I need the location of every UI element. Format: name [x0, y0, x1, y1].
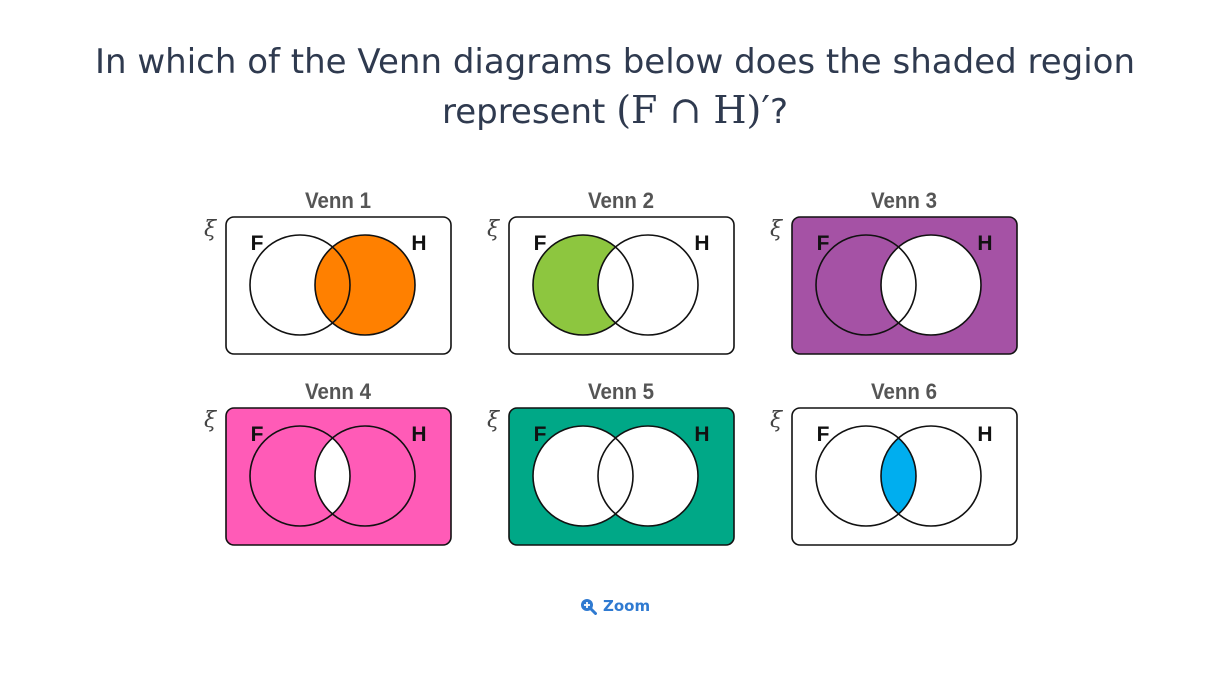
question-mark: ? [769, 92, 789, 132]
zoom-in-icon [580, 598, 597, 615]
venn-4 [204, 379, 451, 545]
venn-6-label-h: H [977, 423, 993, 446]
venn-1-universal-symbol: ξ [203, 217, 217, 242]
venn-1-title: Venn 1 [305, 188, 371, 213]
venn-2-title: Venn 2 [588, 188, 654, 213]
venn-5 [487, 379, 734, 545]
question-expression: (F ∩ H)′ [616, 88, 770, 132]
venn-2-label-f: F [533, 232, 547, 255]
venn-6-label-f: F [816, 423, 830, 446]
venn-2-universal-symbol: ξ [486, 217, 500, 242]
venn-diagram-grid [190, 180, 1030, 560]
venn-3-universal-symbol: ξ [769, 217, 783, 242]
question-text [0, 38, 1230, 136]
venn-1-label-f: F [250, 232, 264, 255]
venn-6 [770, 379, 1017, 545]
venn-1-label-h: H [411, 232, 427, 255]
venn-3-title: Venn 3 [871, 188, 937, 213]
venn-5-title: Venn 5 [588, 379, 654, 404]
question-line-2 [0, 86, 1230, 136]
venn-6-universal-symbol: ξ [769, 408, 783, 433]
venn-4-label-f: F [250, 423, 264, 446]
venn-5-label-h: H [694, 423, 710, 446]
zoom-label: Zoom [603, 597, 651, 615]
zoom-button[interactable] [580, 594, 650, 618]
question-line-1: In which of the Venn diagrams below does the shaded region [94, 42, 1136, 82]
venn-4-universal-symbol: ξ [203, 408, 217, 433]
venn-2-label-h: H [694, 232, 710, 255]
venn-4-label-h: H [411, 423, 427, 446]
question-represent: represent [441, 92, 606, 132]
venn-4-title: Venn 4 [305, 379, 372, 404]
venn-3-label-h: H [977, 232, 993, 255]
venn-3 [770, 188, 1017, 354]
venn-2 [487, 188, 734, 354]
venn-6-title: Venn 6 [871, 379, 937, 404]
venn-5-label-f: F [533, 423, 547, 446]
venn-5-universal-symbol: ξ [486, 408, 500, 433]
venn-3-label-f: F [816, 232, 830, 255]
venn-1 [204, 188, 451, 354]
